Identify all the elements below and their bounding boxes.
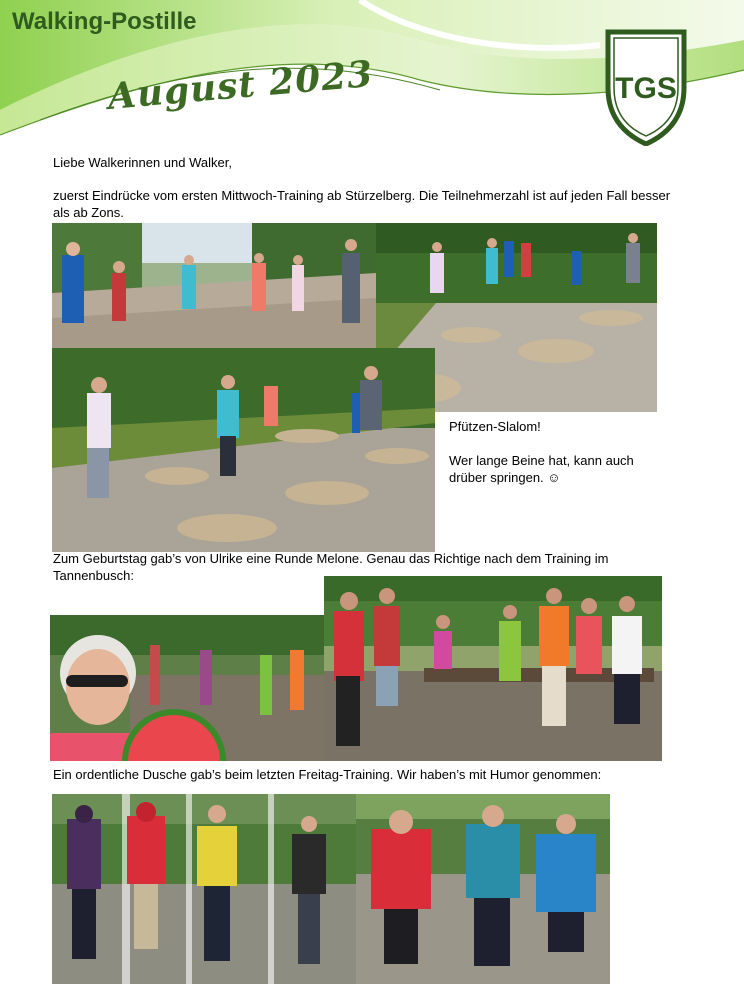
photo-group-start — [52, 223, 376, 348]
newsletter-title: Walking-Postille — [12, 8, 197, 35]
rain-text: Ein ordentliche Dusche gab’s beim letzten Freitag-Training. Wir haben’s mit Humor genommen: — [53, 767, 602, 782]
photo-rain-walkers-left — [52, 794, 356, 984]
greeting: Liebe Walkerinnen und Walker, — [53, 155, 232, 170]
issue-month: August 2023 — [106, 52, 375, 118]
tgs-logo — [604, 28, 688, 146]
puddle-caption — [449, 418, 669, 486]
photo-melon-selfie — [50, 615, 326, 761]
photo-puddle-slalom — [52, 348, 435, 552]
caption-headline: Pfützen-Slalom! — [449, 419, 541, 434]
intro-paragraph: zuerst Eindrücke vom ersten Mittwoch-Training ab Stürzelberg. Die Teilnehmerzahl ist auf jeden Fall besser als ab Zons. — [53, 188, 671, 220]
birthday-text: Zum Geburtstag gab’s von Ulrike eine Runde Melone. Genau das Richtige nach dem Training im Tannenbusch: — [53, 551, 609, 583]
photo-rain-walkers-right — [356, 794, 610, 984]
caption-text: Wer lange Beine hat, kann auch drüber springen. ☺ — [449, 453, 634, 485]
logo-lettering: TGS — [615, 72, 677, 105]
photo-melon-group — [324, 576, 662, 761]
